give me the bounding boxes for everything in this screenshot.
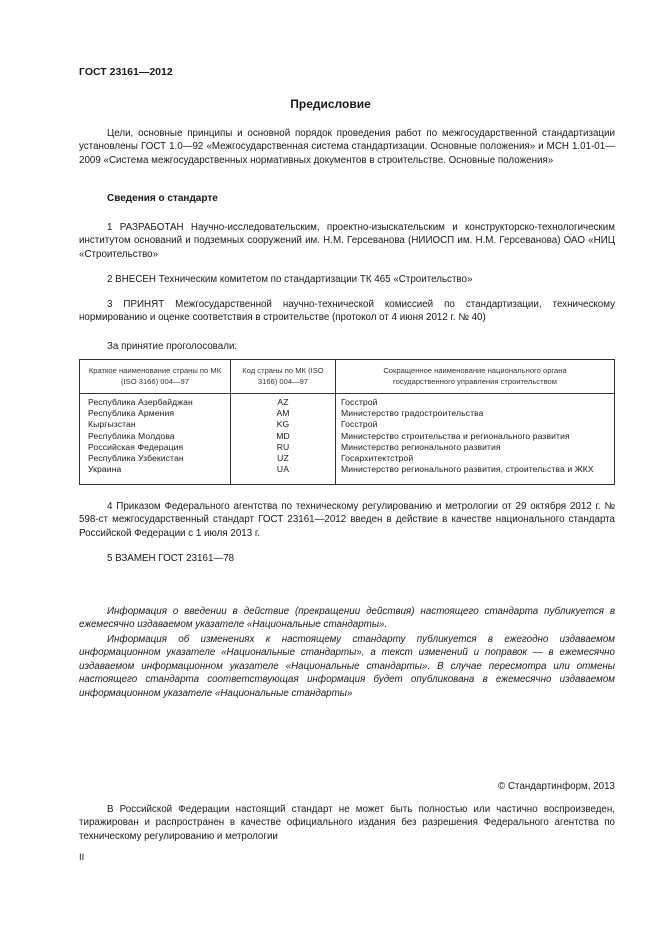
item-enacted: 4 Приказом Федерального агентства по техническому регулированию и метрологии от 29 октября 2012 г. № 598-ст межгосударственный стандарт ГОСТ 23161—2012 введен в действие в качестве национального стандарта Российской Федерации с 1 июля 2013 г. [79,501,615,539]
table-cell: RU [276,441,290,452]
page-title: Предисловие [290,97,371,111]
table-cell: UZ [277,453,289,464]
table-cell: KG [276,419,290,430]
table-header-divider [80,393,614,394]
document-header: ГОСТ 23161—2012 [79,66,173,78]
country-column [88,397,193,475]
table-divider [335,360,336,484]
organ-column [341,397,611,475]
table-cell: Кыргызстан [88,419,136,430]
item-developed: 1 РАЗРАБОТАН Научно-исследовательским, проектно-изыскательским и конструкторско-технологическим институтом оснований и подземных сооружений им. Н.М. Герсеванова (НИИОСП им. Н.М. Герсеванова) ОАО «НИЦ «Строительство» [79,222,615,260]
table-header-country: Краткое наименование страны по МК (ISO 3166) 004—97 [88,366,222,386]
copyright: © Стандартинформ, 2013 [498,781,615,792]
table-cell: Госархитектстрой [341,453,414,464]
table-cell: Госстрой [341,419,378,430]
table-cell: Республика Узбекистан [88,453,184,464]
table-cell: Министерство регионального развития [341,441,501,452]
intro-paragraph: Цели, основные принципы и основной порядок проведения работ по межгосударственной стандартизации установлены ГОСТ 1.0—92 «Межгосударственная система стандартизации. Основные положения» и МСН 1.01-01—2009 «Система межгосударственных нормативных документов в строительстве. Основные положения» [79,128,615,166]
vote-label: За принятие проголосовали: [107,341,238,352]
item-introduced: 2 ВНЕСЕН Техническим комитетом по стандартизации ТК 465 «Строительство» [107,274,473,285]
table-cell: UA [276,464,290,475]
notice-changes: Информация об изменениях к настоящему стандарту публикуется в ежегодно издаваемом информационном указателе «Национальные стандарты», а текст изменений и поправок — в ежемесячно издаваемом информационном указателе «Национальные стандарты». В случае пересмотра или отмены настоящего стандарта соответствующая информация будет опубликована в ежемесячно издаваемом информационном указателе «Национальные стандарты» [79,634,615,699]
item-replaces: 5 ВЗАМЕН ГОСТ 23161—78 [107,553,235,564]
table-cell: Министерство градостроительства [341,408,484,419]
info-heading: Сведения о стандарте [107,193,218,204]
table-cell: Республика Армения [88,408,175,419]
code-column [231,397,335,475]
table-cell: AZ [277,397,289,407]
table-cell: MD [276,430,290,441]
table-cell: Украина [88,464,122,475]
page-number: II [79,852,85,863]
table-cell: Министерство строительства и регионального развития [341,430,570,441]
table-cell: Республика Молдова [88,430,175,441]
table-cell: Российская Федерация [88,441,184,452]
notice-introduction: Информация о введении в действие (прекращении действия) настоящего стандарта публикуется в ежемесячно издаваемом указателе «Национальные стандарты». [79,606,615,631]
table-cell: Республика Азербайджан [88,397,193,407]
item-adopted: 3 ПРИНЯТ Межгосударственной научно-технической комиссией по стандартизации, техническому нормированию и оценке соответствия в строительстве (протокол от 4 июня 2012 г. № 40) [79,299,615,324]
table-cell: AM [276,408,290,419]
table-header-code: Код страны по МК (ISO 3166) 004—97 [242,366,324,386]
rights-notice: В Российской Федерации настоящий стандарт не может быть полностью или частично воспроизведен, тиражирован и распространен в качестве официального издания без разрешения Федерального агентства по техническому регулированию и метрологии [79,804,615,842]
table-header-organ: Сокращенное наименование национального органа государственного управления строительством [383,366,567,386]
table-cell: Министерство регионального развития, строительства и ЖКХ [341,464,594,475]
table-cell: Госстрой [341,397,378,407]
voting-table [79,359,615,485]
